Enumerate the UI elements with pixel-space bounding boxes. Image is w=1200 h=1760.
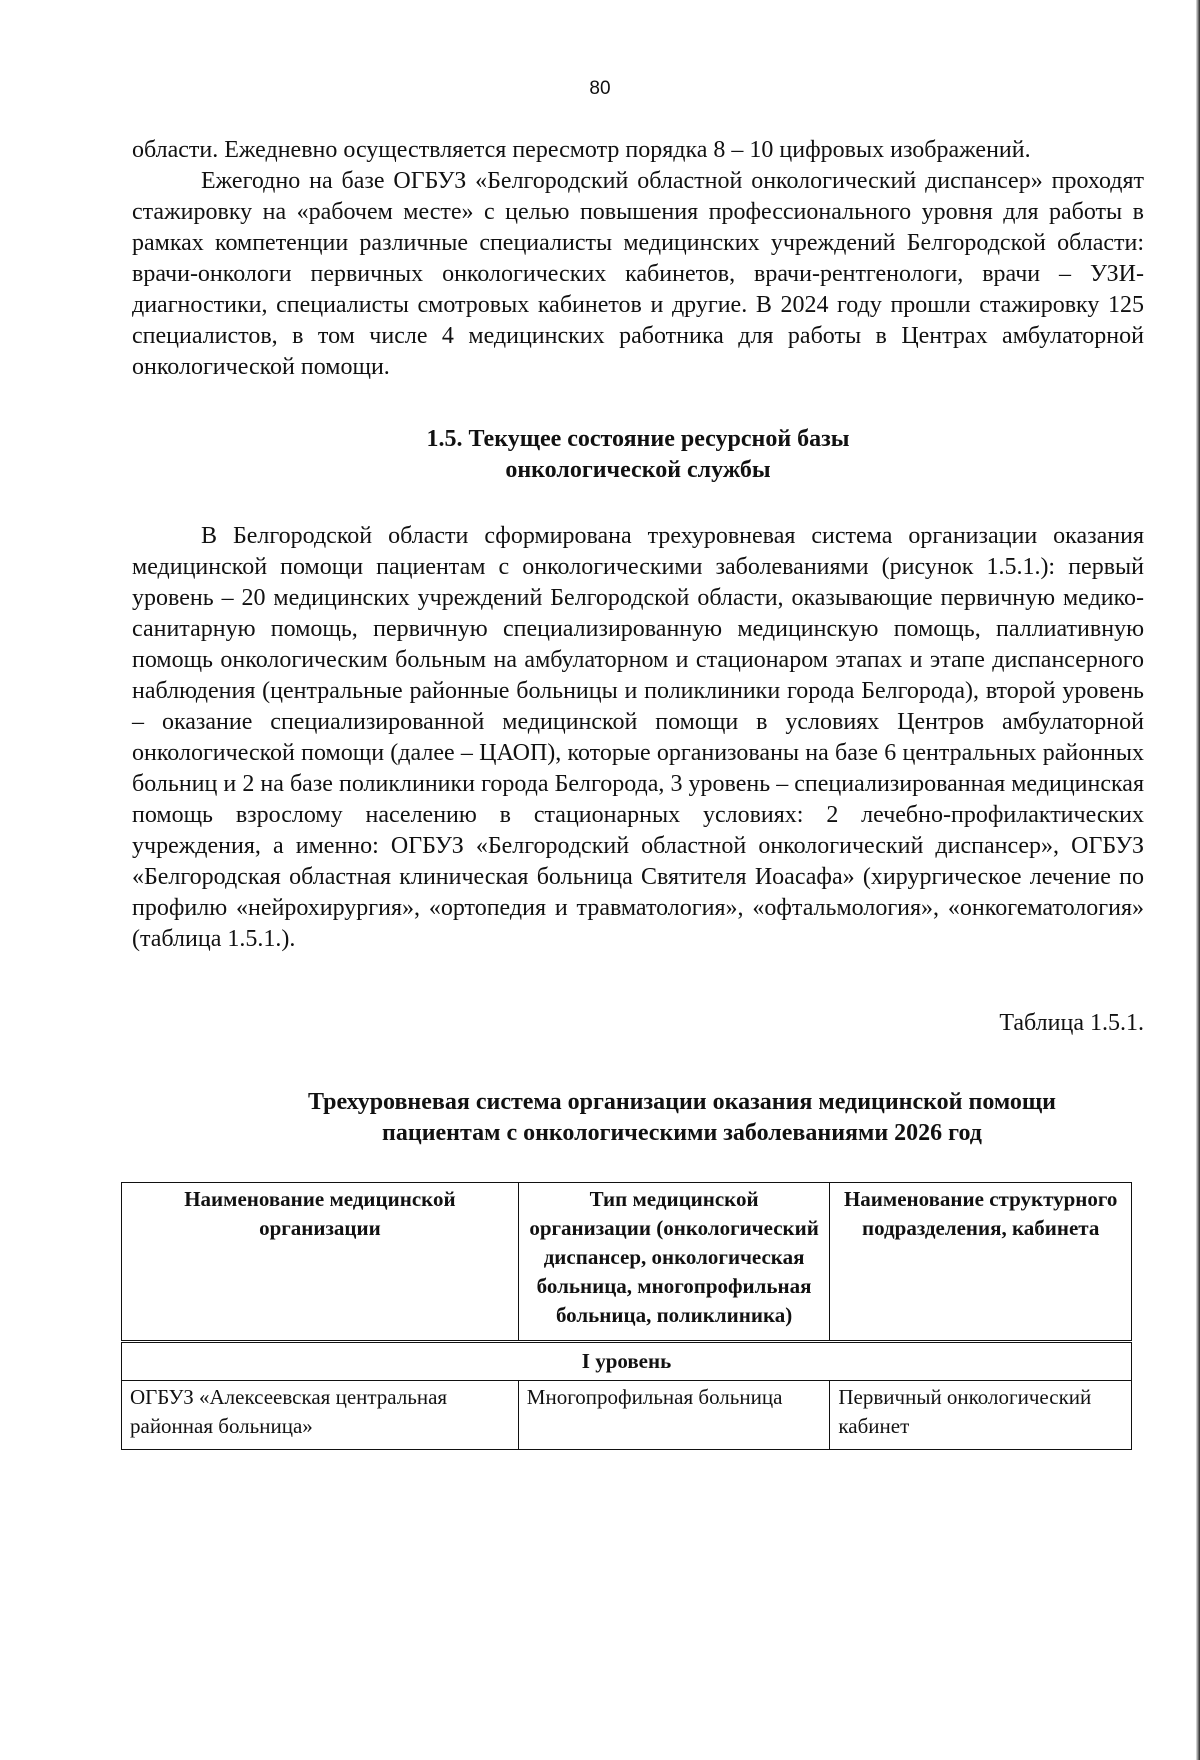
table-cell: ОГБУЗ «Алексеевская центральная районная больница» — [122, 1381, 519, 1450]
table-header-row — [122, 1183, 1132, 1342]
paragraph: Ежегодно на базе ОГБУЗ «Белгородский областной онкологический диспансер» проходят стажировку на «рабочем месте» с целью повышения профессионального уровня для работы в рамках компетенции различные специалисты медицинских учреждений Белгородской области: врачи-онкологи первичных онкологических кабинетов, врачи-рентгенологи, врачи – УЗИ-диагностики, специалисты смотровых кабинетов и другие. В 2024 году прошли стажировку 125 специалистов, в том числе 4 медицинских работника для работы в Центрах амбулаторной онкологической помощи. — [132, 168, 1144, 380]
paragraph: области. Ежедневно осуществляется пересмотр порядка 8 – 10 цифровых изображений. — [132, 137, 1031, 163]
table-title — [242, 1087, 1122, 1149]
level-label: I уровень — [122, 1342, 1132, 1381]
column-header: Тип медицинской организации (онкологический диспансер, онкологическая больница, многопрофильная больница, поликлиника) — [518, 1183, 830, 1342]
table-title-line: Трехуровневая система организации оказания медицинской помощи — [308, 1089, 1056, 1115]
table-cell: Многопрофильная больница — [518, 1381, 830, 1450]
section-heading-line: 1.5. Текущее состояние ресурсной базы — [426, 426, 850, 452]
column-header: Наименование медицинской организации — [122, 1183, 519, 1342]
scan-edge — [1196, 0, 1200, 1760]
table-title-line: пациентам с онкологическими заболеваниями 2026 год — [382, 1120, 982, 1146]
section-heading-line: онкологической службы — [505, 457, 771, 483]
page-number: 80 — [589, 78, 611, 99]
table-row — [122, 1381, 1132, 1450]
section-heading — [132, 424, 1144, 486]
column-header: Наименование структурного подразделения, кабинета — [830, 1183, 1132, 1342]
table-label: Таблица 1.5.1. — [999, 1010, 1144, 1036]
page-content — [132, 135, 1144, 1450]
table-cell: Первичный онкологический кабинет — [830, 1381, 1132, 1450]
organizations-table — [121, 1182, 1132, 1450]
paragraph: В Белгородской области сформирована трехуровневая система организации оказания медицинской помощи пациентам с онкологическими заболеваниями (рисунок 1.5.1.): первый уровень – 20 медицинских учреждений Белгородской области, оказывающие первичную медико-санитарную помощь, первичную специализированную медицинскую помощь, паллиативную помощь онкологическим больным на амбулаторном и стационаром этапах и этапе диспансерного наблюдения (центральные районные больницы и поликлиники города Белгорода), второй уровень – оказание специализированной медицинской помощи в условиях Центров амбулаторной онкологической помощи (далее – ЦАОП), которые организованы на базе 6 центральных районных больниц и 2 на базе поликлиники города Белгорода, 3 уровень – специализированная медицинская помощь взрослому населению в стационарных условиях: 2 лечебно-профилактических учреждения, а именно: ОГБУЗ «Белгородский областной онкологический диспансер», ОГБУЗ «Белгородская областная клиническая больница Святителя Иоасафа» (хирургическое лечение по профилю «нейрохирургия», «ортопедия и травматология», «офтальмология», «онкогематология» (таблица 1.5.1.). — [132, 523, 1144, 952]
level-row — [122, 1342, 1132, 1381]
